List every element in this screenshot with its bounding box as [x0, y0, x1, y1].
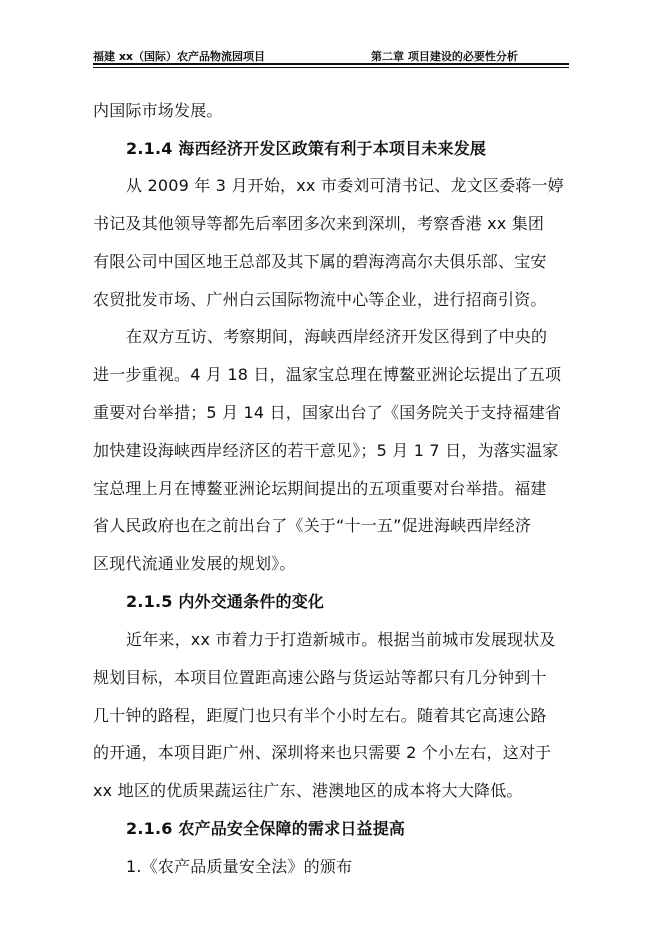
body-text-line: 有限公司中国区地王总部及其下属的碧海湾高尔夫俱乐部、宝安 — [93, 252, 547, 271]
section-heading-2-1-5: 2.1.5 内外交通条件的变化 — [126, 592, 325, 611]
header-chapter-title: 第二章 项目建设的必要性分析 — [371, 50, 518, 63]
body-text-line: 加快建设海峡西岸经济区的若干意见》；5 月 1 7 日，为落实温家 — [93, 441, 559, 460]
body-text-line: 几十钟的路程，距厦门也只有半个小时左右。随着其它高速公路 — [93, 706, 547, 725]
body-text-line: 从 2009 年 3 月开始，xx 市委刘可清书记、龙文区委蒋一婷 — [126, 176, 564, 195]
section-heading-2-1-4: 2.1.4 海西经济开发区政策有利于本项目未来发展 — [126, 139, 487, 158]
body-text-line: 区现代流通业发展的规划》。 — [93, 554, 296, 573]
header-rule-thin — [93, 67, 569, 68]
body-text-line: 内国际市场发展。 — [93, 101, 223, 120]
body-text-line: 重要对台举措；5 月 14 日，国家出台了《国务院关于支持福建省 — [93, 403, 562, 422]
body-text-line: 进一步重视。4 月 18 日，温家宝总理在博鳌亚洲论坛提出了五项 — [93, 365, 562, 384]
body-text-line: 宝总理上月在博鳌亚洲论坛期间提出的五项重要对台举措。福建 — [93, 479, 547, 498]
body-text-line: 农贸批发市场、广州白云国际物流中心等企业，进行招商引资。 — [93, 290, 547, 309]
header-project-title: 福建 xx（国际）农产品物流园项目 — [93, 50, 266, 63]
body-text-line: 的开通，本项目距广州、深圳将来也只需要 2 个小左右，这对于 — [93, 743, 552, 762]
body-text-line: xx 地区的优质果蔬运往广东、港澳地区的成本将大大降低。 — [93, 781, 523, 800]
body-text-line: 书记及其他领导等都先后率团多次来到深圳，考察香港 xx 集团 — [93, 214, 545, 233]
page-header — [93, 46, 569, 64]
body-text-line: 省人民政府也在之前出台了《关于“十一五”促进海峡西岸经济 — [93, 516, 532, 535]
list-item-law: 1.《农产品质量安全法》的颁布 — [126, 857, 353, 876]
body-text-line: 近年来，xx 市着力于打造新城市。根据当前城市发展现状及 — [126, 630, 556, 649]
section-heading-2-1-6: 2.1.6 农产品安全保障的需求日益提高 — [126, 819, 406, 838]
body-text-line: 规划目标，本项目位置距高速公路与货运站等都只有几分钟到十 — [93, 668, 547, 687]
body-text-line: 在双方互访、考察期间，海峡西岸经济开发区得到了中央的 — [126, 327, 548, 346]
header-rule — [93, 63, 569, 65]
